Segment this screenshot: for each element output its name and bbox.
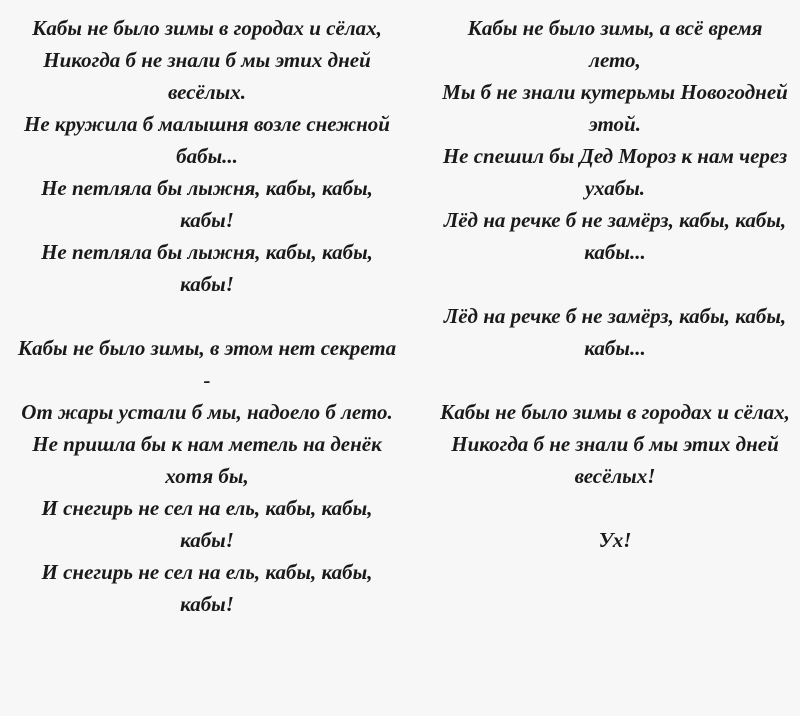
lyric-line: Никогда б не знали б мы этих дней весёлых. [43,48,371,104]
stanza [440,396,790,492]
lyric-line: Мы б не знали кутерьмы Новогодней этой. [442,80,788,136]
lyric-line: Кабы не было зимы в городах и сёлах, [32,16,382,40]
lyric-line: Лёд на речке б не замёрз, кабы, кабы, кабы... [443,304,787,360]
lyrics-column-right [420,12,800,712]
lyric-line: Кабы не было зимы, а всё время лето, [467,16,763,72]
lyric-line: Лёд на речке б не замёрз, кабы, кабы, кабы... [443,208,787,264]
lyric-line: Не петляла бы лыжня, кабы, кабы, кабы! [41,240,373,296]
stanza [440,524,790,556]
lyric-line: Не спешил бы Дед Мороз к нам через ухабы. [442,144,788,200]
lyric-line: От жары устали б мы, надоело б лето. [21,400,393,424]
stanza [440,300,790,364]
lyric-line: Никогда б не знали б мы этих дней весёлых! [451,432,779,488]
lyric-line: Ух! [598,528,632,552]
lyric-line: Не пришла бы к нам метель на денёк хотя бы, [32,432,382,488]
lyric-line: И снегирь не сел на ель, кабы, кабы, кабы! [41,560,373,616]
stanza [12,332,402,620]
stanza [440,12,790,268]
stanza [12,12,402,300]
song-lyrics [0,12,800,712]
lyric-line: Не кружила б малышня возле снежной бабы... [24,112,390,168]
lyric-line: Кабы не было зимы в городах и сёлах, [440,400,790,424]
lyric-line: И снегирь не сел на ель, кабы, кабы, кабы! [41,496,373,552]
lyric-line: Кабы не было зимы, в этом нет секрета - [17,336,397,392]
lyric-line: Не петляла бы лыжня, кабы, кабы, кабы! [41,176,373,232]
lyrics-column-left [0,12,420,712]
